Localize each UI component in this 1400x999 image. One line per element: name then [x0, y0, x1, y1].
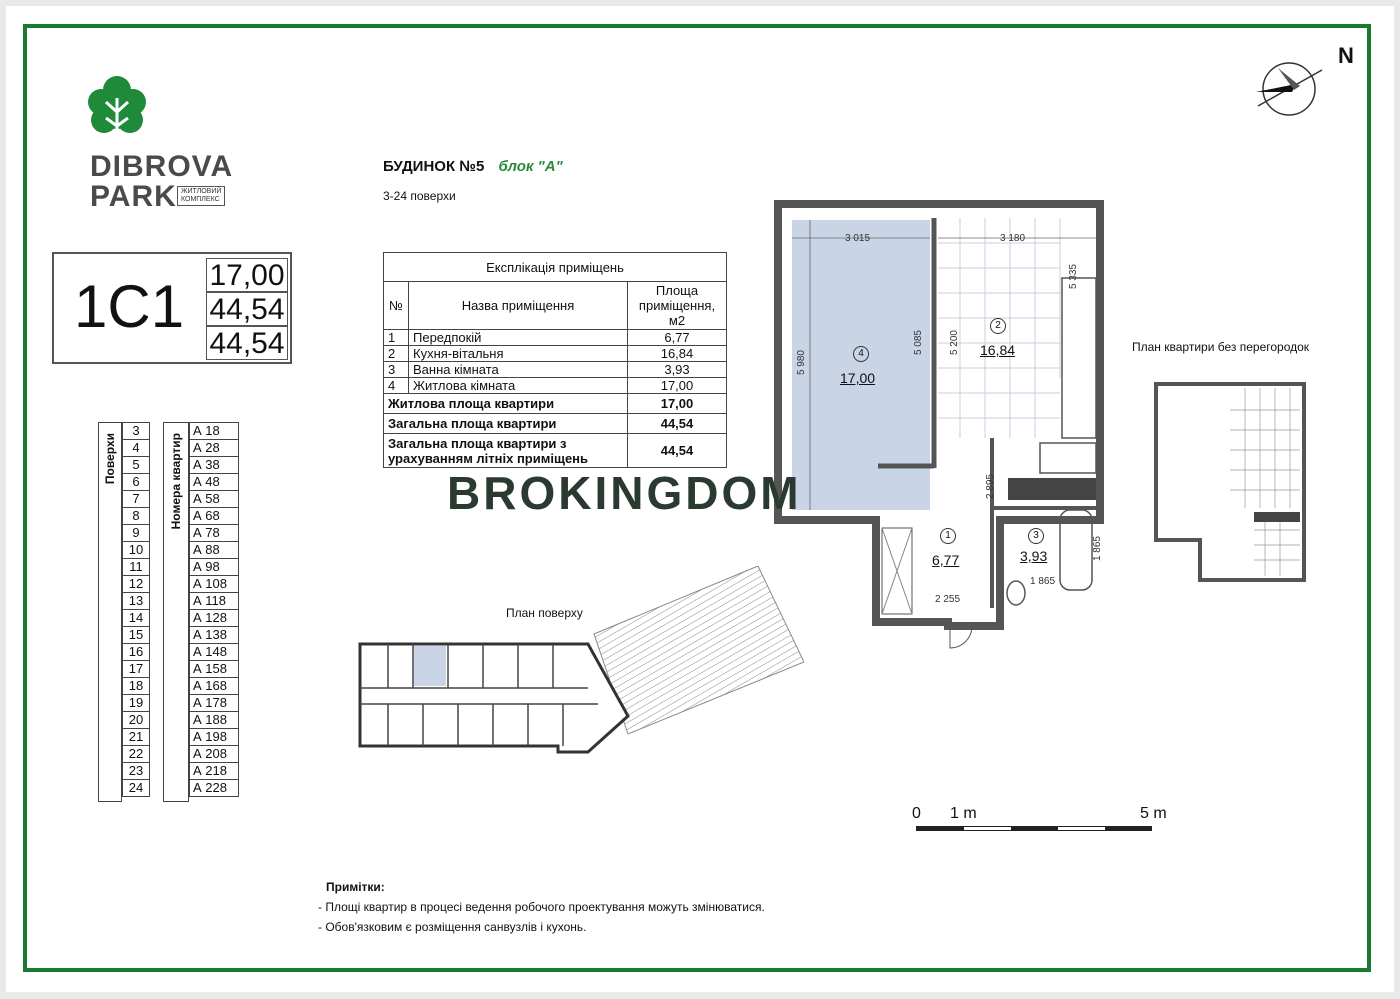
logo-subtitle [177, 186, 225, 206]
row-area: 16,84 [628, 346, 727, 362]
summary-label: Загальна площа квартири з урахуванням літніх приміщень [384, 434, 628, 468]
floor-number: 10 [123, 542, 150, 559]
floor-row [123, 763, 150, 780]
row-no: 3 [384, 362, 409, 378]
summary-label: Житлова площа квартири [384, 394, 628, 414]
logo-line2: PARK [90, 180, 177, 213]
apt-row [190, 423, 239, 440]
north-label: N [1338, 43, 1354, 68]
dim-label: 3 015 [845, 233, 871, 244]
table-row [384, 330, 727, 346]
room-number: 4 [853, 346, 869, 362]
apt-row [190, 576, 239, 593]
room-3-area: 3,93 [1020, 548, 1048, 564]
floor-number: 23 [123, 763, 150, 780]
floor-plan [358, 566, 804, 762]
floor-row [123, 457, 150, 474]
dim-label: 3 180 [1000, 233, 1026, 244]
apartment-plan [770, 198, 1110, 658]
apt-row [190, 712, 239, 729]
floor-number: 4 [123, 440, 150, 457]
logo-sub2: КОМПЛЕКС [181, 196, 220, 203]
apartment-code: 1С1 [74, 273, 185, 340]
floor-number: 19 [123, 695, 150, 712]
dim-label: 1 865 [1030, 576, 1056, 587]
apts-label: Номера квартир [169, 433, 183, 530]
floor-row [123, 491, 150, 508]
dim-label: 1 865 [1092, 536, 1103, 562]
floor-number: 12 [123, 576, 150, 593]
apartment-number: А 38 [190, 457, 239, 474]
apartment-number: А 188 [190, 712, 239, 729]
summary-value: 44,54 [628, 414, 727, 434]
apt-row [190, 644, 239, 661]
current-apartment-highlight [414, 646, 446, 686]
floor-number: 18 [123, 678, 150, 695]
table-row [384, 362, 727, 378]
apt-row [190, 593, 239, 610]
apartment-number: А 178 [190, 695, 239, 712]
floor-row [123, 610, 150, 627]
row-area: 6,77 [628, 330, 727, 346]
summary-label: Загальна площа квартири [384, 414, 628, 434]
apartment-number: А 148 [190, 644, 239, 661]
col-area: Площа приміщення, м2 [628, 282, 727, 330]
floor-number: 24 [123, 780, 150, 797]
apartment-number: А 118 [190, 593, 239, 610]
dim-label: 2 255 [935, 594, 961, 605]
apt-row [190, 729, 239, 746]
floor-row [123, 627, 150, 644]
no-partitions-plan [1150, 380, 1310, 586]
floor-number: 17 [123, 661, 150, 678]
room-2-area: 16,84 [980, 342, 1016, 358]
room-1-area: 6,77 [932, 552, 960, 568]
apt-row [190, 695, 239, 712]
apartment-number: А 138 [190, 627, 239, 644]
floor-row [123, 644, 150, 661]
apartment-number: А 18 [190, 423, 239, 440]
apt-row [190, 610, 239, 627]
apt-row [190, 508, 239, 525]
notes [318, 880, 765, 934]
apartment-number: А 78 [190, 525, 239, 542]
dim-label: 5 085 [913, 330, 924, 356]
apartment-code-box [52, 252, 292, 364]
apt-row [190, 457, 239, 474]
no-partitions-label: План квартири без перегородок [1132, 340, 1310, 354]
row-no: 2 [384, 346, 409, 362]
floor-number: 22 [123, 746, 150, 763]
living-area-value: 17,00 [206, 258, 288, 292]
floor-number: 7 [123, 491, 150, 508]
floor-number: 16 [123, 644, 150, 661]
tree-logo-icon [84, 72, 150, 154]
explication-table [383, 252, 727, 468]
row-area: 17,00 [628, 378, 727, 394]
table-row [384, 378, 727, 394]
note-item: - Обов'язковим є розміщення санвузлів і кухонь. [318, 920, 587, 934]
apt-row [190, 763, 239, 780]
floor-row [123, 780, 150, 797]
apartment-number: А 48 [190, 474, 239, 491]
apartment-number: А 218 [190, 763, 239, 780]
summary-value: 17,00 [628, 394, 727, 414]
floor-row [123, 695, 150, 712]
col-no: № [384, 282, 409, 330]
scale-5m: 5 m [1140, 805, 1167, 822]
logo-line1: DIBROVA [90, 150, 234, 183]
floor-plan-label: План поверху [506, 606, 583, 620]
apartment-number: А 198 [190, 729, 239, 746]
floor-row [123, 440, 150, 457]
row-no: 1 [384, 330, 409, 346]
summary-row [384, 394, 727, 414]
floor-number: 15 [123, 627, 150, 644]
floor-row [123, 729, 150, 746]
floor-row [123, 474, 150, 491]
apartment-number: А 98 [190, 559, 239, 576]
floor-number: 13 [123, 593, 150, 610]
row-name: Кухня-вітальня [409, 346, 628, 362]
apt-row [190, 746, 239, 763]
total-area-value: 44,54 [206, 292, 288, 326]
row-no: 4 [384, 378, 409, 394]
floor-row [123, 542, 150, 559]
dim-label: 5 335 [1068, 264, 1079, 290]
floor-row [123, 525, 150, 542]
logo-sub1: ЖИТЛОВИЙ [181, 188, 222, 195]
floor-row [123, 576, 150, 593]
dim-label: 5 200 [949, 330, 960, 356]
floors-label: Поверхи [103, 433, 117, 485]
room-1-number: 1 [940, 528, 956, 544]
floor-row [123, 661, 150, 678]
floor-number: 3 [123, 423, 150, 440]
floors-column [122, 422, 150, 797]
floor-number: 11 [123, 559, 150, 576]
summary-value: 44,54 [628, 434, 727, 468]
col-name: Назва приміщення [409, 282, 628, 330]
floors-header [98, 422, 122, 802]
apartment-number: А 108 [190, 576, 239, 593]
total-area-summer-value: 44,54 [206, 326, 288, 360]
building-number: БУДИНОК №5 [383, 158, 485, 175]
apts-column [189, 422, 239, 797]
apartment-number: А 88 [190, 542, 239, 559]
apt-row [190, 661, 239, 678]
apartment-number: А 68 [190, 508, 239, 525]
dim-label: 2 895 [985, 474, 996, 500]
row-area: 3,93 [628, 362, 727, 378]
floor-number: 5 [123, 457, 150, 474]
summary-row [384, 414, 727, 434]
apt-row [190, 474, 239, 491]
floors-range: 3-24 поверхи [383, 189, 456, 203]
room-2-number: 2 [990, 318, 1006, 334]
floor-number: 8 [123, 508, 150, 525]
row-name: Передпокій [409, 330, 628, 346]
notes-title: Примітки: [326, 880, 385, 894]
apts-header [163, 422, 189, 802]
floor-number: 14 [123, 610, 150, 627]
floor-number: 20 [123, 712, 150, 729]
row-name: Житлова кімната [409, 378, 628, 394]
room-4-label [848, 346, 874, 362]
building-title [383, 158, 563, 175]
apartment-number: А 168 [190, 678, 239, 695]
floor-number: 6 [123, 474, 150, 491]
apt-row [190, 525, 239, 542]
table-row [384, 346, 727, 362]
floor-number: 9 [123, 525, 150, 542]
room-4-area: 17,00 [840, 370, 876, 386]
apt-row [190, 491, 239, 508]
apt-row [190, 780, 239, 797]
apartment-number: А 228 [190, 780, 239, 797]
floor-row [123, 559, 150, 576]
apt-row [190, 440, 239, 457]
apt-row [190, 627, 239, 644]
floor-row [123, 678, 150, 695]
apartment-number: А 58 [190, 491, 239, 508]
scale-1m: 1 m [950, 805, 977, 822]
apt-row [190, 678, 239, 695]
dim-label: 5 980 [796, 350, 807, 376]
explication-title: Експлікація приміщень [384, 253, 727, 282]
floor-row [123, 423, 150, 440]
block-label: блок "А" [498, 158, 563, 175]
apartment-number: А 158 [190, 661, 239, 678]
row-name: Ванна кімната [409, 362, 628, 378]
floor-number: 21 [123, 729, 150, 746]
apt-row [190, 542, 239, 559]
watermark: BROKINGDOM [447, 467, 802, 519]
scale-0: 0 [912, 805, 921, 822]
floor-row [123, 508, 150, 525]
floor-row [123, 712, 150, 729]
room-3-number: 3 [1028, 528, 1044, 544]
floor-row [123, 746, 150, 763]
note-item: - Площі квартир в процесі ведення робочого проектування можуть змінюватися. [318, 900, 765, 914]
apartment-number: А 28 [190, 440, 239, 457]
apartment-number: А 208 [190, 746, 239, 763]
apt-row [190, 559, 239, 576]
floor-row [123, 593, 150, 610]
apartment-number: А 128 [190, 610, 239, 627]
summary-row [384, 434, 727, 468]
scale-line [916, 826, 1152, 831]
compass-icon [1252, 56, 1326, 122]
